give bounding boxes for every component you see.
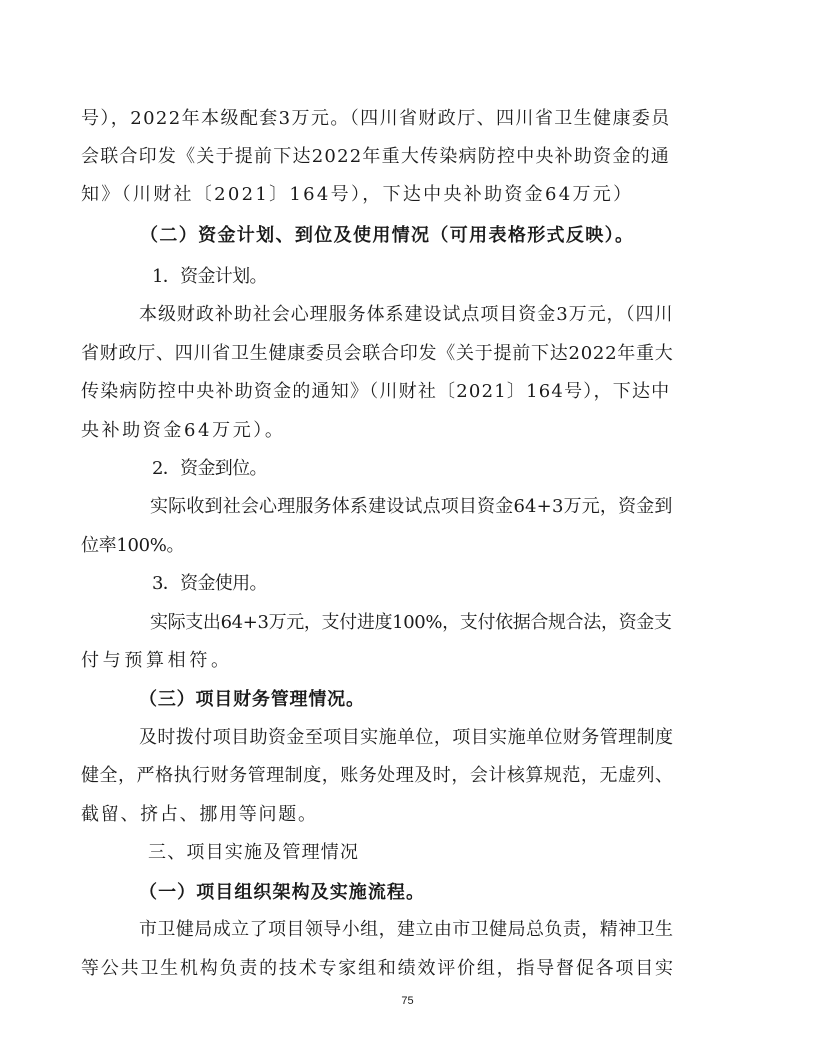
- section-heading: （三）项目财务管理情况。: [139, 689, 365, 710]
- text-line: 付与预算相符。: [81, 650, 233, 671]
- section-heading: （二）资金计划、到位及使用情况（可用表格形式反映）。: [140, 225, 635, 246]
- text-line: 传染病防控中央补助资金的通知》（川财社〔2021〕164号），下达中: [81, 381, 671, 402]
- list-item-heading: 1．资金计划。: [152, 266, 267, 287]
- text-line: 位率100%。: [81, 535, 185, 556]
- chapter-heading: 三、项目实施及管理情况: [148, 842, 360, 863]
- text-line: 截留、挤占、挪用等问题。: [81, 804, 318, 825]
- text-line: 本级财政补助社会心理服务体系建设试点项目资金3万元，（四川: [139, 304, 674, 325]
- text-line: 健全，严格执行财务管理制度，账务处理及时，会计核算规范，无虚列、: [81, 765, 674, 786]
- text-line: 央补助资金64万元）。: [81, 420, 286, 441]
- section-heading: （一）项目组织架构及实施流程。: [139, 882, 426, 903]
- page-number: 75: [401, 995, 414, 1007]
- text-line: 省财政厅、四川省卫生健康委员会联合印发《关于提前下达2022年重大: [81, 343, 674, 364]
- list-item-heading: 2．资金到位。: [152, 458, 267, 479]
- text-line: 市卫健局成立了项目领导小组，建立由市卫健局总负责，精神卫生: [139, 919, 674, 940]
- text-line: 会联合印发《关于提前下达2022年重大传染病防控中央补助资金的通: [81, 146, 671, 167]
- text-line: 号），2022年本级配套3万元。（四川省财政厅、四川省卫生健康委员: [81, 108, 671, 129]
- text-line: 知》（川财社〔2021〕164号），下达中央补助资金64万元）: [81, 184, 634, 205]
- text-line: 等公共卫生机构负责的技术专家组和绩效评价组，指导督促各项目实: [81, 958, 675, 979]
- text-line: 及时拨付项目助资金至项目实施单位，项目实施单位财务管理制度: [139, 727, 674, 748]
- text-line: 实际收到社会心理服务体系建设试点项目资金64+3万元，资金到: [150, 496, 673, 517]
- list-item-heading: 3．资金使用。: [152, 573, 267, 594]
- text-line: 实际支出64+3万元，支付进度100%，支付依据合规合法，资金支: [150, 612, 672, 633]
